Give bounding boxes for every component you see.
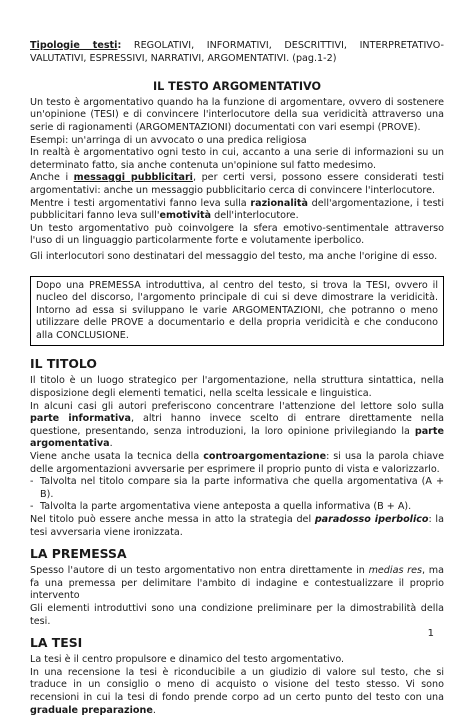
keyword-graduale-preparazione: graduale preparazione (30, 704, 153, 716)
titolo-bullet-list (30, 476, 444, 514)
titolo-paragraph-2: In alcuni casi gli autori preferiscono concentrare l'attenzione del lettore solo sulla parte informativa, altri hanno invece scelto di entrare direttamente nella questione, presentando, senza introduzioni, la loro opinione privilegiando la parte argomentativa. (30, 400, 444, 450)
document-header: Tipologie testi: REGOLATIVI, INFORMATIVI, DESCRITTIVI, INTERPRETATIVO- VALUTATIVI, ESPRESSIVI, NARRATIVI, ARGOMENTATIVI. (pag.1-2) (30, 40, 444, 64)
header-line-2: VALUTATIVI, ESPRESSIVI, NARRATIVI, ARGOMENTATIVI. (pag.1-2) (30, 52, 337, 64)
list-item: - Talvolta la parte argomentativa viene anteposta a quella informativa (B + A). (30, 501, 412, 513)
section-heading-titolo: IL TITOLO (30, 356, 97, 372)
keyword-parte-informativa: parte informativa (30, 413, 132, 425)
intro-paragraph-2: Esempi: un'arringa di un avvocato o una predica religiosa (30, 134, 307, 146)
keyword-controargomentazione: controargomentazione (203, 451, 327, 463)
structure-summary-box (30, 276, 444, 347)
tesi-paragraph-2: In una recensione la tesi è riconducibile a un giudizio di valore sul testo, che si traduce in un consiglio o meno di acquisto o visione del testo stesso. Vi sono recensioni in cui la tesi di fondo prende corpo ad un certo punto del testo con una graduale preparazione. (30, 666, 444, 716)
premessa-paragraph-2: Gli elementi introduttivi sono una condizione preliminare per la dimostrabilità della tesi. (30, 602, 444, 627)
keyword-emotivita: emotività (159, 210, 212, 222)
structure-summary-text: Dopo una PREMESSA introduttiva, al centro del testo, si trova la TESI, ovvero il nucleo del discorso, l'argomento principale di cui si deve dimostrare la veridicità. Intorno ad essa si sviluppano le varie ARGOMENTAZIONI, che potranno o meno utilizzare delle PROVE a documentario e della propria veridicità e che conducono alla CONCLUSIONE. (36, 279, 438, 341)
intro-paragraph-4: Anche i messaggi pubblicitari, per certi versi, possono essere considerati testi argomentativi: anche un messaggio pubblicitario cerca di convincere l'interlocutore. (30, 172, 444, 196)
document-page (30, 40, 444, 717)
intro-paragraph-7: Gli interlocutori sono destinatari del messaggio del testo, ma anche l'origine di esso. (30, 250, 438, 262)
keyword-medias-res: medias res (368, 565, 423, 577)
section-heading-tesi: LA TESI (30, 635, 83, 651)
list-item: - Talvolta nel titolo compare sia la parte informativa che quella argomentativa (A + B). (30, 476, 444, 500)
section-heading-premessa: LA PREMESSA (30, 546, 127, 562)
intro-paragraph-6: Un testo argomentativo può coinvolgere la sfera emotivo-sentimentale attraverso l'uso di un linguaggio particolarmente forte e volutamente iperbolico. (30, 222, 444, 247)
intro-paragraph-5: Mentre i testi argomentativi fanno leva sulla razionalità dell'argomentazione, i testi pubblicitari fanno leva sull'emotività dell'interlocutore. (30, 197, 444, 222)
intro-paragraph-3: In realtà è argomentativo ogni testo in cui, accanto a una serie di informazioni su un determinato fatto, sia anche contenuta un'opinione sul fatto medesimo. (30, 147, 444, 171)
titolo-paragraph-4: Nel titolo può essere anche messa in atto la strategia del paradosso iperbolico: la tesi avversaria viene ironizzata. (30, 514, 444, 538)
keyword-parte-argomentativa: parte argomentativa (30, 425, 444, 450)
keyword-paradosso-iperbolico: paradosso iperbolico (314, 514, 429, 525)
premessa-paragraph-1: Spesso l'autore di un testo argomentativo non entra direttamente in medias res, ma fa una premessa per delimitare l'ambito di indagine e contestualizzare il proprio intervento (30, 565, 445, 602)
titolo-paragraph-3: Viene anche usata la tecnica della controargomentazione: si usa la parola chiave delle argomentazioni avversarie per esprimere il proprio punto di vista e valorizzarlo. (30, 451, 444, 475)
keyword-messaggi-pubblicitari: messaggi pubblicitari (73, 172, 193, 184)
titolo-paragraph-1: Il titolo è un luogo strategico per l'argomentazione, nella struttura sintattica, nella disposizione degli elementi tematici, nella scelta lessicale e linguistica. (30, 375, 444, 400)
page-number: 1 (427, 628, 434, 639)
keyword-razionalita: razionalità (250, 197, 308, 209)
header-label: Tipologie testi (30, 40, 118, 51)
header-line-1: REGOLATIVI, INFORMATIVI, DESCRITTIVI, INTERPRETATIVO- (133, 40, 444, 51)
page-title: IL TESTO ARGOMENTATIVO (153, 80, 321, 94)
intro-paragraph-1: Un testo è argomentativo quando ha la funzione di argomentare, ovvero di sostenere un'opinione (TESI) e di convincere l'interlocutore della sua veridicità attraverso una serie di ragionamenti (ARGOMENTAZIONI) documentati con vari esempi (PROVE). (30, 96, 444, 133)
tesi-paragraph-1: La tesi è il centro propulsore e dinamico del testo argomentativo. (30, 654, 345, 666)
